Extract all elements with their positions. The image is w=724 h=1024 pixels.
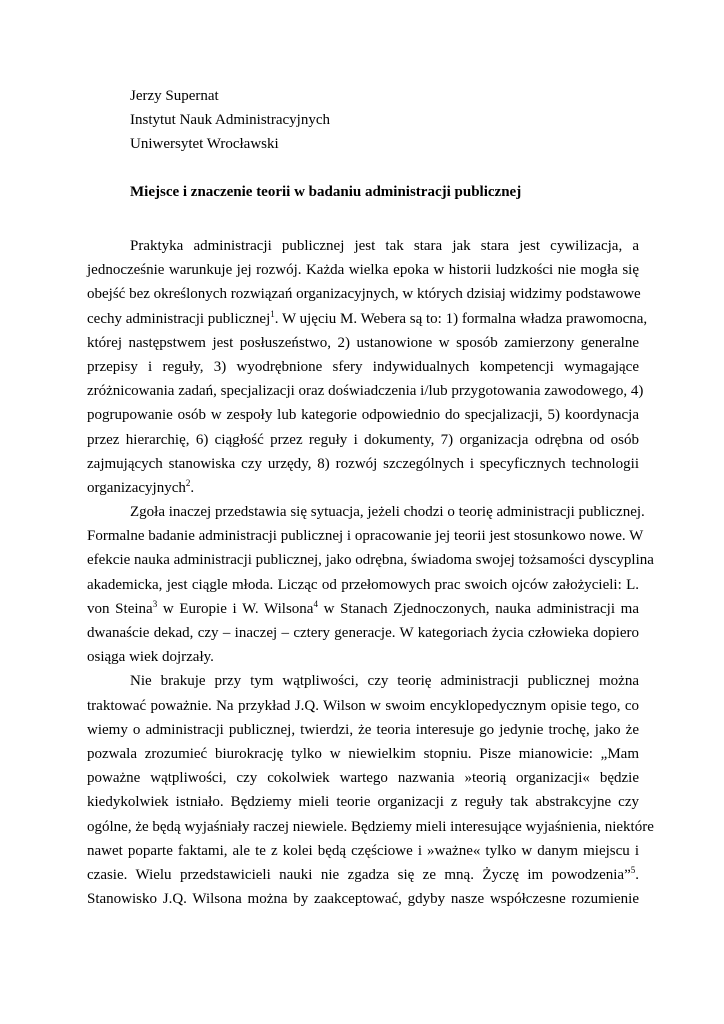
author-name: Jerzy Supernat bbox=[130, 88, 219, 104]
paragraph-2 bbox=[87, 500, 654, 669]
text-line: której następstwem jest posłuszeństwo, 2) ustanowione w sposób zamierzony generalne bbox=[87, 334, 639, 351]
text-span: cechy administracji publicznej bbox=[87, 310, 271, 327]
text-line: akademicka, jest ciągle młoda. Licząc od przełomowych prac swoich ojców założycieli: L. bbox=[87, 576, 639, 593]
institute-name: Instytut Nauk Administracyjnych bbox=[130, 112, 330, 128]
text-line: nawet poparte faktami, ale te z kolei będą częściowe i »ważne« tylko w danym miejscu i bbox=[87, 842, 639, 859]
footnote-ref-5: 5 bbox=[630, 864, 636, 875]
text-line: zajmujących stanowiska czy urzędy, 8) rozwój szczególnych i specyficznych technologii bbox=[87, 455, 639, 472]
text-line: pozwala zrozumieć biurokrację tylko w niewielkim stopniu. Pisze mianowicie: „Mam bbox=[87, 745, 639, 762]
text-span: organizacyjnych bbox=[87, 479, 186, 496]
text-line: przepisy i reguły, 3) wyodrębnione sfery indywidualnych kompetencji wymagające bbox=[87, 358, 639, 375]
footnote-ref-3: 3 bbox=[152, 598, 158, 609]
text-span: w Stanach Zjednoczonych, nauka administracji ma bbox=[317, 600, 640, 617]
text-line: Praktyka administracji publicznej jest tak stara jak stara jest cywilizacja, a bbox=[130, 238, 639, 254]
paragraph-1 bbox=[87, 234, 648, 500]
text-span: von Steina bbox=[87, 600, 153, 617]
text-line: przez hierarchię, 6) ciągłość przez reguły i dokumenty, 7) organizacja odrębna od osób bbox=[87, 431, 639, 448]
article-body bbox=[87, 234, 654, 911]
text-span: . bbox=[635, 866, 639, 883]
footnote-ref-1: 1 bbox=[270, 308, 275, 319]
text-line: obejść bez określonych rozwiązań organizacyjnych, w których dzisiaj widzimy podstawowe bbox=[87, 286, 641, 303]
text-line: kiedykolwiek istniało. Będziemy mieli teorie organizacji z reguły tak abstrakcyjne czy bbox=[87, 794, 639, 811]
text-span: . bbox=[190, 479, 195, 496]
footnote-ref-2: 2 bbox=[185, 477, 191, 488]
paragraph-3 bbox=[87, 669, 654, 911]
text-line: Stanowisko J.Q. Wilsona można by zaakceptować, gdyby nasze współczesne rozumienie bbox=[87, 891, 639, 908]
article-title: Miejsce i znaczenie teorii w badaniu administracji publicznej bbox=[130, 184, 522, 200]
text-line: pogrupowanie osób w zespoły lub kategorie odpowiednio do specjalizacji, 5) koordynacja bbox=[87, 407, 639, 424]
text-line bbox=[87, 597, 639, 621]
text-span: . W ujęciu M. Webera są to: 1) formalna władza prawomocna, bbox=[274, 310, 648, 327]
text-line: ogólne, że będą wyjaśniały raczej niewiele. Będziemy mieli interesujące wyjaśnienia, niektóre bbox=[87, 818, 654, 835]
text-line: Zgoła inaczej przedstawia się sytuacja, jeżeli chodzi o teorię administracji publicznej. bbox=[130, 504, 645, 521]
text-line bbox=[87, 307, 648, 331]
text-line: poważne wątpliwości, czy cokolwiek wartego nazwania »teorią organizacji« będzie bbox=[87, 770, 639, 787]
text-line: efekcie nauka administracji publicznej, jako odrębna, świadoma swojej tożsamości dyscyplina bbox=[87, 552, 654, 569]
author-block bbox=[130, 84, 330, 156]
text-span: w Europie i W. Wilsona bbox=[157, 600, 314, 617]
text-line: dwanaście dekad, czy – inaczej – cztery generacje. W kategoriach życia człowieka dopiero bbox=[87, 625, 639, 641]
text-span: czasie. Wielu przedstawicieli nauki nie zgadza się ze mną. Życzę im powodzenia” bbox=[87, 866, 631, 883]
text-line: Formalne badanie administracji publicznej i opracowanie jej teorii jest stosunkowo nowe. W bbox=[87, 528, 644, 545]
text-line: zróżnicowania zadań, specjalizacji oraz doświadczenia i/lub przygotowania zawodowego, 4) bbox=[87, 383, 644, 400]
text-line bbox=[87, 476, 639, 500]
text-line: jednocześnie warunkuje jej rozwój. Każda wielka epoka w historii ludzkości nie mogła się bbox=[87, 262, 639, 279]
text-line: wiemy o administracji publicznej, twierdzi, że teoria interesuje go jedynie trochę, jako że bbox=[87, 721, 639, 738]
text-line: traktować poważnie. Na przykład J.Q. Wilson w swoim encyklopedycznym opisie tego, co bbox=[87, 697, 639, 714]
text-line: osiąga wiek dojrzały. bbox=[87, 649, 214, 666]
text-line: Nie brakuje przy tym wątpliwości, czy teorię administracji publicznej można bbox=[130, 673, 639, 690]
footnote-ref-4: 4 bbox=[313, 598, 318, 609]
university-name: Uniwersytet Wrocławski bbox=[130, 136, 279, 152]
text-line bbox=[87, 863, 639, 887]
